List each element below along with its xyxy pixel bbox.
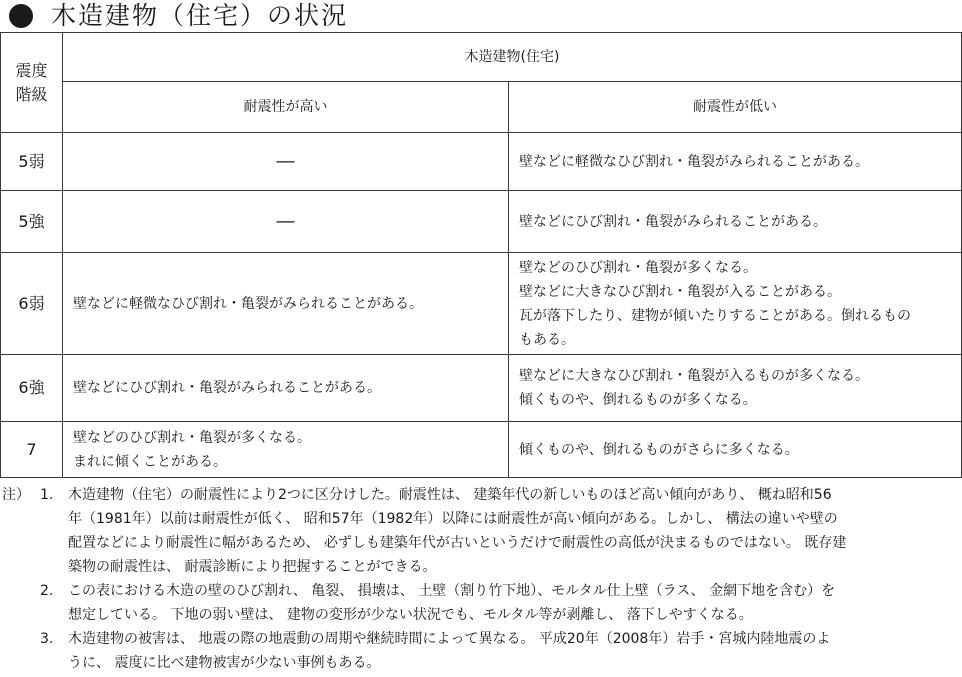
intensity-level: 6強 bbox=[1, 355, 63, 422]
table-row bbox=[1, 355, 962, 422]
intensity-table bbox=[0, 32, 962, 478]
cell-text-line: 壁などに大きなひび割れ・亀裂が入ることがある。 bbox=[519, 283, 841, 300]
note-text bbox=[68, 627, 962, 675]
note-item bbox=[0, 483, 962, 579]
intensity-level-header bbox=[1, 33, 63, 133]
notes-prefix: 注） bbox=[2, 487, 30, 503]
group-header: 木造建物(住宅) bbox=[63, 33, 962, 82]
note-text bbox=[68, 483, 962, 579]
cell-text-line: 瓦が落下したり、建物が傾いたりすることがある。倒れるもの bbox=[519, 307, 911, 324]
note-item bbox=[0, 627, 962, 675]
cell-high bbox=[63, 422, 509, 478]
cell-high bbox=[63, 133, 509, 191]
intensity-level: 5強 bbox=[1, 191, 63, 253]
note-line: 築物の耐震性は、 耐震診断により把握することができる。 bbox=[68, 559, 437, 575]
cell-text-line: 壁などに大きなひび割れ・亀裂が入るものが多くなる。 bbox=[519, 368, 869, 384]
cell-text-line: 壁などのひび割れ・亀裂が多くなる。 bbox=[73, 429, 311, 446]
note-item bbox=[0, 579, 962, 627]
cell-low bbox=[509, 253, 962, 355]
table-row bbox=[1, 133, 962, 191]
table-row bbox=[1, 191, 962, 253]
column-header-low: 耐震性が低い bbox=[509, 82, 962, 133]
section-heading bbox=[0, 0, 348, 32]
cell-high bbox=[63, 253, 509, 355]
cell-text-line: 壁などにひび割れ・亀裂がみられることがある。 bbox=[519, 213, 827, 230]
note-line: 年（1981年）以前は耐震性が低く、 昭和57年（1982年）以降には耐震性が高い傾向がある。しかし、 構法の違いや壁の bbox=[68, 511, 838, 527]
note-number: 3. bbox=[40, 631, 54, 647]
note-line: 想定している。 下地の弱い壁は、 建物の変形が少ない状況でも、モルタル等が剥離し、 落下しやすくなる。 bbox=[68, 607, 753, 623]
note-number: 2. bbox=[40, 583, 54, 599]
cell-low bbox=[509, 191, 962, 253]
corner-label-line: 階級 bbox=[15, 85, 48, 104]
cell-text-line: まれに傾くことがある。 bbox=[73, 453, 227, 470]
note-line: 木造建物（住宅）の耐震性により2つに区分けした。耐震性は、 建築年代の新しいものほど高い傾向があり、 概ね昭和56 bbox=[68, 487, 832, 503]
cell-text-line: 壁などのひび割れ・亀裂が多くなる。 bbox=[519, 259, 757, 276]
note-line: 配置などにより耐震性に幅があるため、 必ずしも建築年代が古いというだけで耐震性の高低が決まるものではない。 既存建 bbox=[68, 535, 847, 551]
cell-high bbox=[63, 355, 509, 422]
intensity-level: 6弱 bbox=[1, 253, 63, 355]
note-line: この表における木造の壁のひび割れ、 亀裂、 損壊は、 土壁（割り竹下地）、モルタル仕上壁（ラス、 金網下地を含む）を bbox=[68, 583, 836, 599]
notes-section bbox=[0, 483, 962, 675]
cell-text-line: 傾くものや、倒れるものがさらに多くなる。 bbox=[519, 441, 799, 458]
bullet-icon bbox=[9, 4, 33, 28]
dash-text: ― bbox=[276, 210, 295, 232]
cell-high bbox=[63, 191, 509, 253]
cell-text-line: 壁などに軽微なひび割れ・亀裂がみられることがある。 bbox=[73, 295, 423, 312]
cell-text-line: 壁などに軽微なひび割れ・亀裂がみられることがある。 bbox=[519, 153, 869, 170]
intensity-level: 5弱 bbox=[1, 133, 63, 191]
column-header-high: 耐震性が高い bbox=[63, 82, 509, 133]
heading-title: 木造建物（住宅）の状況 bbox=[51, 1, 349, 30]
header-row bbox=[1, 33, 962, 82]
cell-low bbox=[509, 133, 962, 191]
note-number: 1. bbox=[40, 487, 54, 503]
cell-low bbox=[509, 422, 962, 478]
table-row bbox=[1, 253, 962, 355]
cell-text-line: 壁などにひび割れ・亀裂がみられることがある。 bbox=[73, 380, 381, 396]
table-row bbox=[1, 422, 962, 478]
note-line: 木造建物の被害は、 地震の際の地震動の周期や継続時間によって異なる。 平成20年（2008年）岩手・宮城内陸地震のよ bbox=[68, 631, 831, 647]
corner-label-line: 震度 bbox=[15, 61, 48, 80]
cell-text-line: もある。 bbox=[519, 331, 575, 348]
dash-text: ― bbox=[276, 150, 295, 172]
subheader-row bbox=[1, 82, 962, 133]
cell-text-line: 傾くものや、倒れるものが多くなる。 bbox=[519, 392, 757, 408]
intensity-level: 7 bbox=[1, 422, 63, 478]
note-line: うに、 震度に比べ建物被害が少ない事例もある。 bbox=[68, 655, 381, 671]
note-text bbox=[68, 579, 962, 627]
cell-low bbox=[509, 355, 962, 422]
